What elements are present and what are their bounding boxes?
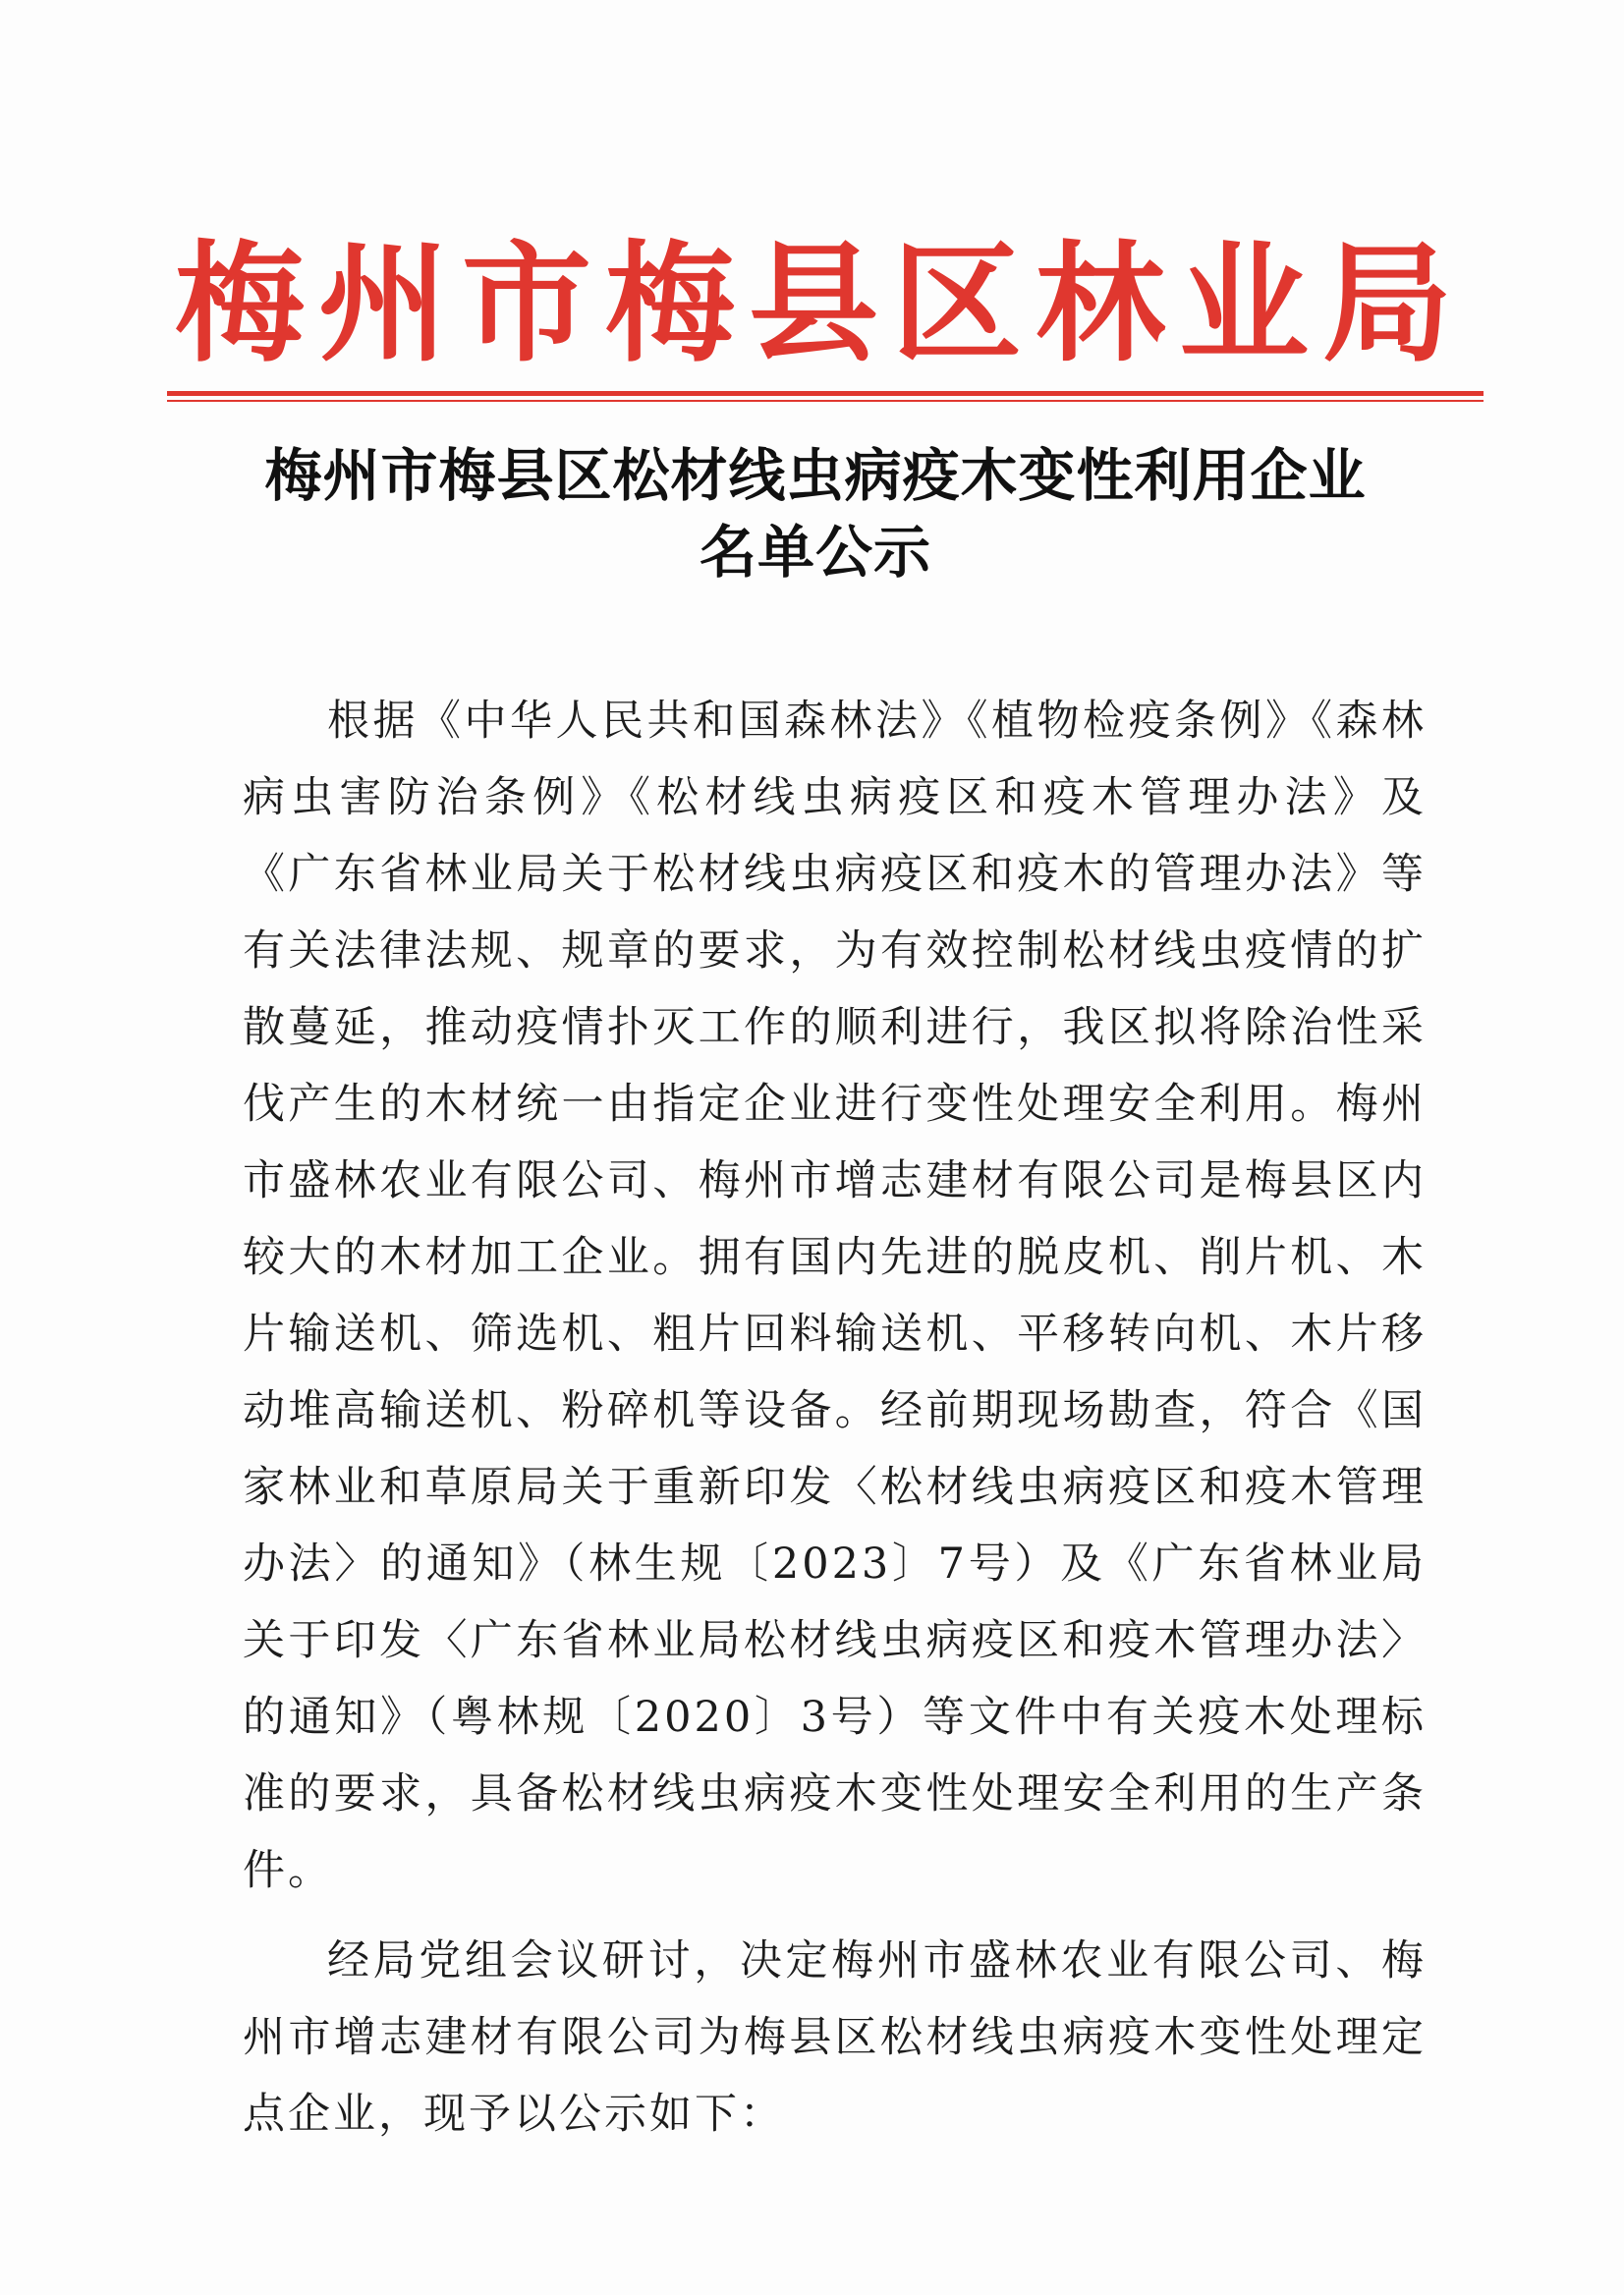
document-title [177,437,1454,590]
body-paragraph-1: 根据《中华人民共和国森林法》《植物检疫条例》《森林病虫害防治条例》《松材线虫病疫区和疫木管理办法》及《广东省林业局关于松材线虫病疫区和疫木的管理办法》等有关法律法规、规章的要求，为有效控制松材线虫疫情的扩散蔓延，推动疫情扑灭工作的顺利进行，我区拟将除治性采伐产生的木材统一由指定企业进行变性处理安全利用。梅州市盛林农业有限公司、梅州市增志建材有限公司是梅县区内较大的木材加工企业。拥有国内先进的脱皮机、削片机、木片输送机、筛选机、粗片回料输送机、平移转向机、木片移动堆高输送机、粉碎机等设备。经前期现场勘查，符合《国家林业和草原局关于重新印发〈松材线虫病疫区和疫木管理办法〉的通知》（林生规〔2023〕7号）及《广东省林业局关于印发〈广东省林业局松材线虫病疫区和疫木管理办法〉的通知》（粤林规〔2020〕3号）等文件中有关疫木处理标准的要求，具备松材线虫病疫木变性处理安全利用的生产条件。 [243,697,1427,1895]
divider-thick-line [167,391,1484,396]
document-body [243,683,1427,2166]
title-line-2: 名单公示 [699,519,931,586]
divider-thin-line [167,400,1484,402]
agency-letterhead: 梅州市梅县区林业局 [175,229,1466,380]
letterhead-divider [167,391,1484,405]
title-line-1: 梅州市梅县区松材线虫病疫木变性利用企业 [264,442,1367,509]
body-paragraph-2: 经局党组会议研讨，决定梅州市盛林农业有限公司、梅州市增志建材有限公司为梅县区松材线虫病疫木变性处理定点企业，现予以公示如下： [243,1936,1427,2139]
